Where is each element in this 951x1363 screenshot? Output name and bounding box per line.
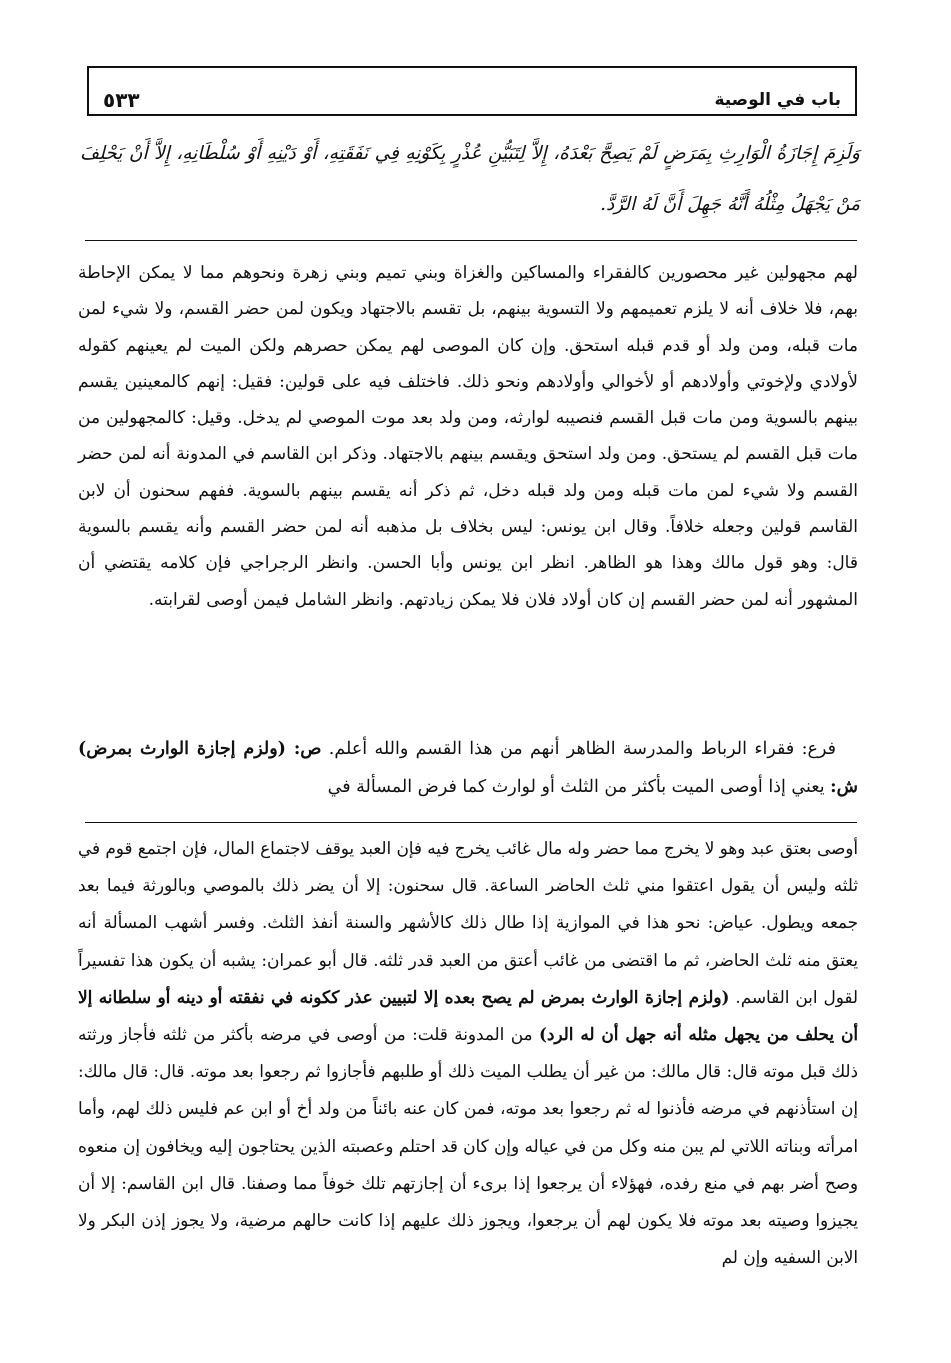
commentary-top-paragraph: لهم مجهولين غير محصورين كالفقراء والمساكين والغزاة وبني تميم وبني زهرة ونحوهم مما لا يمكن الإحاطة بهم، فلا خلاف أنه لا يلزم تعميمهم ولا التسوية بينهم، بل تقسم بالاجتهاد ويكون لمن حضر القسم، ولا شيء لمن مات قبله، ومن ولد أو قدم قبله استحق. وإن كان الموصى لهم يمكن حصرهم ولكن الميت لم يعينهم كقوله لأولادي ولإخوتي وأولادهم أو لأخوالي وأولادهم ونحو ذلك. فاختلف فيه على قولين: فقيل: إنهم كالمعينين يقسم بينهم بالسوية ومن مات قبل القسم فنصيبه لوارثه، ومن ولد بعد موت الموصي لم يدخل. وقيل: كالمجهولين من مات قبل القسم لم يستحق. ومن ولد استحق ويقسم بينهم بالاجتهاد. وذكر ابن القاسم في المدونة أنه لمن حضر القسم ولا شيء لمن مات قبله ومن ولد قبله دخل، ثم ذكر أنه يقسم بينهم بالسوية. ففهم سحنون أن لابن القاسم قولين وجعله خلافاً. وقال ابن يونس: ليس بخلاف بل مذهبه أنه لمن حضر القسم وأنه يقسم بالسوية قال: وهو قول مالك وهذا هو الظاهر. انظر ابن يونس وأبا الحسن. وانظر الرجراجي فإن كلامه يقتضي أن المشهور أنه لمن حضر القسم إن كان أولاد فلان فلا يمكن زيادتهم. وانظر الشامل فيمن أوصى لقرابته. bbox=[78, 263, 858, 610]
quoted-matn-heading: ص: (ولزم إجازة الوارث بمرض) ش: bbox=[78, 739, 858, 797]
page-number: ٥٣٣ bbox=[103, 88, 140, 112]
page-header bbox=[87, 66, 857, 116]
commentary-continuation: يعني إذا أوصى الميت بأكثر من الثلث أو لوارث كما فرض المسألة في bbox=[327, 777, 831, 797]
chapter-title: باب في الوصية bbox=[714, 90, 841, 110]
matn-text: وَلَزِمَ إِجَازَةُ الْوَارِثِ بِمَرَضٍ لَمْ يَصِحَّ بَعْدَهُ، إِلاَّ لِتَبَيُّنِ عُذْرٍ بِكَوْنِهِ فِي نَفَقَتِهِ، أَوْ دَيْنِهِ أَوْ سُلْطَانِهِ، إِلاَّ أَنْ يَحْلِفَ مَنْ يَجْهَلُ مِثْلُهُ أَنَّهُ جَهِلَ أَنَّ لَهُ الرَّدَّ. bbox=[80, 143, 860, 215]
matn-divider bbox=[85, 240, 857, 241]
commentary-mid-paragraph bbox=[78, 730, 858, 806]
far-note: فرع: فقراء الرباط والمدرسة الظاهر أنهم من هذا القسم والله أعلم. bbox=[321, 739, 836, 759]
footnote-divider bbox=[85, 822, 857, 823]
commentary-bottom-paragraph bbox=[78, 830, 858, 1276]
quoted-matn-bold: (ولزم إجازة الوارث بمرض لم يصح بعده إلا لتبيين عذر ككونه في نفقته أو دينه أو سلطانه إلا أن يحلف من يجهل مثله أنه جهل أن له الرد) bbox=[78, 986, 858, 1045]
footnote-text-start: أوصى بعتق عبد وهو لا يخرج مما حضر وله مال غائب يخرج فيه فإن العبد يوقف لاجتماع المال، فإن اجتمع قوم في ثلثه وليس أن يقول اعتقوا مني ثلث الحاضر الساعة. قال سحنون: إلا أن يضر ذلك بالموصي وبالورثة فيما بعد جمعه ويطول. عياض: نحو هذا في الموازية إذا طال ذلك كالأشهر والسنة أنفذ الثلث. وفسر أشهب المسألة أنه يعتق منه ثلث الحاضر، ثم ما اقتضى من غائب أعتق من العبد قدر ثلثه. قال أبو عمران: يشبه أن يكون هذا تفسيراً لقول ابن القاسم. bbox=[78, 838, 858, 1007]
footnote-text-rest: من المدونة قلت: من أوصى في مرضه بأكثر من ثلثه فأجاز ورثته ذلك قبل موته قال: قال مالك: من غير أن يطلب الميت ذلك أو طلبهم فأجازوا ثم رجعوا بعد موته. قال: قال مالك: إن استأذنهم في مرضه فأذنوا له ثم رجعوا بعد موته، فمن كان عنه بائناً من ولد أخ أو ابن عم فليس ذلك لهم، وأما امرأته وبناته اللاتي لم يبن منه وكل من في عياله وإن كان قد احتلم وعصبته الذين يحتاجون إليه ويخافون إن منعوه وصح أضر بهم في منع رفده، فهؤلاء أن يرجعوا إذا برىء أن إجازتهم تلك خوفاً مما وصفنا. قال ابن القاسم: إلا أن يجيزوا وصيته بعد موته فلا يكون لهم أن يرجعوا، ويجوز ذلك عليهم إذا كانت حالهم مرضية، ولا يجوز إذن البكر ولا الابن السفيه وإن لم bbox=[78, 1024, 858, 1268]
